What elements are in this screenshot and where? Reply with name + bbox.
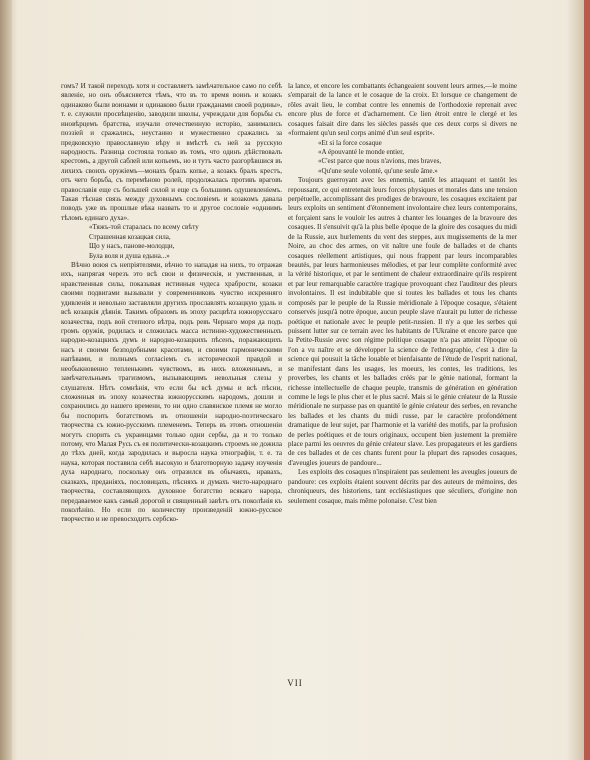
russian-verse-line: Що у насъ, панове-молодци, — [89, 242, 175, 251]
russian-paragraph-2: Вѣчно воюя съ непріятелями, вѣчно то нападая на нихъ, то отражая ихъ, напрягая черезъ это всѣ свои и физическія, и умственныя, и нравственныя силы, показывая истинныя чудеса храбрости, козаки своими подвигами вызывали у современниковъ чувство искренняго удивленія и невольно заставляли другихъ прославлять козацкую удаль и всѣ козацкія дѣянія. Такимъ образомъ въ эпоху расцвѣта южнорусскаго козачества, подъ вой степного вѣтра, подъ ревъ Чернаго моря да подъ громъ оружія, родилась и сложилась масса истинно-художественныхъ народно-козацкихъ думъ и народно-козацкихъ пѣсенъ, поражающихъ насъ и своими безподобными красотами, и своими гармоническими напѣвами, и полнымъ согласіемъ съ исторической правдой и необыкновенно тепленькимъ чувствомъ, въ нихъ вложеннымъ, и замѣчательнымъ трагизмомъ, вызывающимъ невольныя слезы у слушателя. Нѣтъ сомнѣнія, что если бы всѣ думы и всѣ пѣсни, сложенныя въ эпоху козачества южнорусскимъ народомъ, дошли и сохранились до нашего времени, то ни одно славянское племя не могло бы поспорить богатствомъ въ отношеніи народно-поэтическаго творчества съ южно-русскимъ племенемъ. Теперь въ этомъ отношеніи могутъ спорить съ украинцами только одни сербы, да и то только потому, что Малая Русь съ ея политически-козацкимъ строемъ не дожила до тѣхъ дней, когда зародилась и выросла наука этнографіи, т. е. та наука, которая поставила себѣ высокую и благотворную задачу изученія духа народнаго, поскольку онъ отразился въ обычаяхъ, нравахъ, сказкахъ, преданіяхъ, пословицахъ, пѣсняхъ и думахъ чисто-народнаго творчества, составляющихъ духовное богатство всякаго народа, передаваемое какъ самый дорогой и священный завѣтъ отъ поколѣнія къ поколѣнію. Но если по количеству произведеній южно-русское творчество и не превосходитъ сербско- — [61, 261, 282, 524]
russian-verse-line: Була воля и душа едына...» — [89, 251, 170, 260]
page-edge — [584, 0, 590, 760]
french-verse — [288, 139, 517, 177]
french-paragraph-3: Les exploits des cosaques n'inspiraient pas seulement les aveugles joueurs de pandoure: ces exploits étaient souvent décrits par des auteurs de mémoires, des chroniqueurs, des historiens, tant ecclésiastiques que séculiers, d'origine non seulement cosaque, mais même polonaise. C'est bien — [288, 468, 517, 505]
french-paragraph-1: la lance, et encore les combattants échangeaient souvent leurs armes,—le moine s'emparait de la lance et le cosaque de la croix. Et lorsque ce changement de rôles avait lieu, le combat contre les ennemis de l'orthodoxie reprenait avec encore plus de force et d'acharnement. Ce lien étroit entre le clergé et les cosaques faisait dire dans les siècles passés que ces deux corps si divers ne «formaient qu'un seul corps animé d'un seul esprit». — [288, 82, 517, 138]
french-text-column — [288, 82, 517, 506]
russian-verse — [61, 223, 282, 261]
russian-paragraph-1: гомъ? И такой переходъ хотя и составляетъ замѣчательное само по себѣ явленіе, но онъ объясняется тѣмъ, что въ то время воинъ и козакъ одинаково были воинами и одинаково были гражданами своей родины», т. е. служили просвѣщенію, заводили школы, учреждали для борьбы съ иновѣрцемъ братства, изучали отечественную исторію, занимались поэзіей и сражались, неустанно и мужественно сражались за предковскую православную вѣру и вмѣстѣ съ ней за русскую народность. Разница состояла только въ томъ, что одинъ дѣйствовалъ крестомъ, а другой саблей или копьемъ, но и тутъ часто разгорѣвшися въ лихихъ своихъ оружіемъ—монахъ бралъ копье, а козакъ бралъ крестъ, отъ чего борьба, съ перемѣною ролей, продолжалась противъ враговъ православія еще съ большей силой и еще съ большимъ одушевленіемъ. Такая тѣсная связь между духовнымъ сословіемъ и козакомъ давала поводъ уже въ прошлые вѣка назвать то и другое сословіе «одниимъ тѣломъ единаго духа». — [61, 82, 282, 222]
page-number: VII — [287, 678, 303, 688]
french-verse-line: «Et si la force cosaque — [318, 138, 382, 147]
russian-verse-line: «Тяжъ-той старалась по всему свѣту — [89, 223, 199, 232]
french-verse-line: «A épouvanté le monde entier, — [318, 147, 405, 156]
russian-verse-line: Страшенная козацкая сила, — [89, 232, 171, 241]
book-binding — [0, 0, 12, 760]
french-paragraph-2: Toujours guerroyant avec les ennemis, tantôt les attaquant et tantôt les repoussant, ce qui entretenait leurs forces physiques et morales dans une tension perpétuelle, accomplissant des prodiges de bravoure, les cosaques excitaient par leurs exploits un sentiment d'étonnement involontaire chez leurs contemporains, et forçaient sans le vouloir les autres à chanter les louanges de la bravoure des cosaques. Il s'ensuivit qu'à la plus belle époque de la gloire des cosaques du midi de la Russie, aux hurlements du vent des steppes, aux mugissements de la mer Noire, au choc des armes, on vit naître une foule de ballades et de chants cosaques réellement artistiques, qui nous frappent par leurs incomparables beautés, par leurs harmonieuses mélodies, et par leur complète conformité avec la vérité historique, et par le sentiment de chaleur extraordinaire qu'ils respirent et par leur remarquable caractère tragique provoquant chez l'auditeur des pleurs involontaires. Il est indubitable que si toutes les ballades et tous les chants composés par le peuple de la Russie méridionale à l'époque cosaque, s'étaient conservés jusqu'à notre époque, aucun peuple slave n'aurait pu lutter de richesse poétique et nationale avec le peuple petit-russien. Il n'y a que les serbes qui puissent lutter sur ce terrain avec les habitants de l'Ukraine et encore parce que la Petite-Russie avec son régime politique cosaque n'a pas atteint l'époque où l'on a vu naître et se développer la science de l'ethnographie, c'est à dire la science qui pousuit la tâche louable et bienfaisante de l'étude de l'esprit national, se manifestant dans les usages, les moeurs, les contes, les traditions, les proverbes, les chants et les ballades créés par le génie national, formant la richesse intellectuelle de chaque peuple, transmis de génération en génération comme le legs le plus cher et le plus sacré. Mais si le génie créateur de la Russie méridionale ne surpasse pas en quantité le génie créateur des serbes, en revanche les ballades et les chants du midi russe, par le caractère profondément dramatique de leur sujet, par l'harmonie et la variété des motifs, par la profusion de perles poétiques et de tours originaux, occupent bien justement la première place parmi les oeuvres du génie créateur slave. Les propagateurs et les gardiens de ces ballades et de ces chants furent pour la plupart des rapsodes cosaques, d'aveugles joueurs de pandoure... — [288, 176, 517, 467]
french-verse-line: «Qu'une seule volonté, qu'une seule âme.» — [318, 166, 438, 175]
russian-text-column — [61, 82, 282, 525]
french-verse-line: «C'est parce que nous n'avions, mes braves, — [318, 157, 442, 166]
